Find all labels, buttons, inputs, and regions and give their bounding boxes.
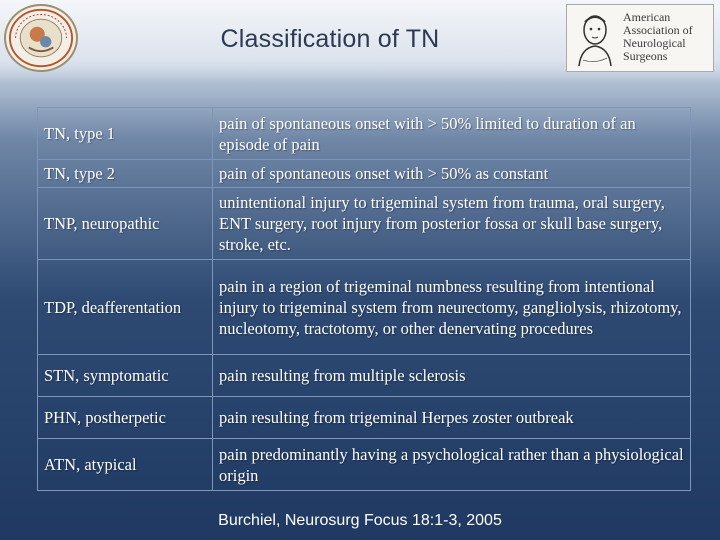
term-cell: TNP, neuropathic <box>38 188 213 260</box>
table-row <box>38 439 691 491</box>
definition-cell: unintentional injury to trigeminal system from trauma, oral surgery, ENT surgery, root injury from posterior fossa or skull base surgery, stroke, etc. <box>213 188 691 260</box>
logo-line: Neurological <box>623 36 686 50</box>
definition-cell: pain of spontaneous onset with > 50% as constant <box>213 160 691 188</box>
table-row <box>38 260 691 355</box>
portrait-icon <box>571 8 619 68</box>
table-row <box>38 188 691 260</box>
term-cell: STN, symptomatic <box>38 355 213 397</box>
slide-header <box>0 0 720 82</box>
term-cell: TN, type 2 <box>38 160 213 188</box>
aans-logo <box>566 4 714 72</box>
term-cell: PHN, postherpetic <box>38 397 213 439</box>
term-cell: TN, type 1 <box>38 108 213 160</box>
definition-cell: pain resulting from trigeminal Herpes zoster outbreak <box>213 397 691 439</box>
table-row <box>38 160 691 188</box>
definition-cell: pain in a region of trigeminal numbness resulting from intentional injury to trigeminal system from neurectomy, gangliolysis, rhizotomy, nucleotomy, tractotomy, or other denervating procedures <box>213 260 691 355</box>
term-cell: TDP, deafferentation <box>38 260 213 355</box>
table-row <box>38 397 691 439</box>
definition-cell: pain of spontaneous onset with > 50% limited to duration of an episode of pain <box>213 108 691 160</box>
term-cell: ATN, atypical <box>38 439 213 491</box>
seal-graphic <box>6 6 76 70</box>
slide-title: Classification of TN <box>220 25 440 53</box>
table-row <box>38 108 691 160</box>
aans-name <box>623 11 713 63</box>
table-row <box>38 355 691 397</box>
classification-table <box>37 107 691 491</box>
citation: Burchiel, Neurosurg Focus 18:1-3, 2005 <box>218 512 502 529</box>
logo-line: Surgeons <box>623 49 668 63</box>
logo-line: Association of <box>623 23 693 37</box>
definition-cell: pain predominantly having a psychological rather than a physiological origin <box>213 439 691 491</box>
society-seal-icon <box>4 4 78 72</box>
logo-line: American <box>623 10 671 24</box>
definition-cell: pain resulting from multiple sclerosis <box>213 355 691 397</box>
